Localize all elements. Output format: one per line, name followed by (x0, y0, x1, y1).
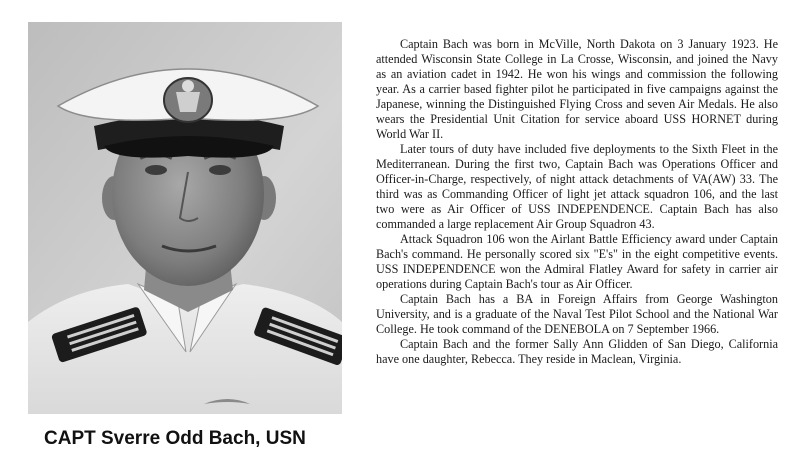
bio-paragraph-education-command: Captain Bach has a BA in Foreign Affairs from George Washington University, and is a graduate of the Naval Test Pilot School and the National War College. He took command of the DENEBOLA on 7 September 1966. (376, 292, 778, 336)
biography-text (376, 37, 778, 367)
portrait-photo (28, 22, 342, 414)
bio-paragraph-family: Captain Bach and the former Sally Ann Glidden of San Diego, California have one daughter, Rebecca. They reside in Maclean, Virginia. (376, 337, 778, 366)
bio-paragraph-awards: Attack Squadron 106 won the Airlant Battle Efficiency award under Captain Bach's command. He personally scored six "E's" in the eight competitive events. USS INDEPENDENCE won the Admiral Flatley Award for safety in carrier air operations during Captain Bach's tour as Air Officer. (376, 232, 778, 291)
bio-paragraph-birth-early-career: Captain Bach was born in McVille, North Dakota on 3 January 1923. He attended Wisconsin State College in La Crosse, Wisconsin, and joined the Navy as an aviation cadet in 1942. He won his wings and commission the following year. As a carrier based fighter pilot he participated in five campaigns against the Japanese, winning the Distinguished Flying Cross and seven Air Medals. He also wears the Presidential Unit Citation for service aboard USS HORNET during World War II. (376, 37, 778, 141)
photo-caption: CAPT Sverre Odd Bach, USN (44, 428, 306, 449)
bio-paragraph-sixth-fleet-tours: Later tours of duty have included five deployments to the Sixth Fleet in the Mediterranean. During the first two, Captain Bach was Operations Officer and Officer-in-Charge, respectively, of night attack detachments of VA(AW) 33. The third was as Commanding Officer of light jet attack squadron 106, and the last two were as Air Officer of USS INDEPENDENCE. Captain Bach has also commanded a large replacement Air Group Squadron 43. (376, 142, 778, 231)
